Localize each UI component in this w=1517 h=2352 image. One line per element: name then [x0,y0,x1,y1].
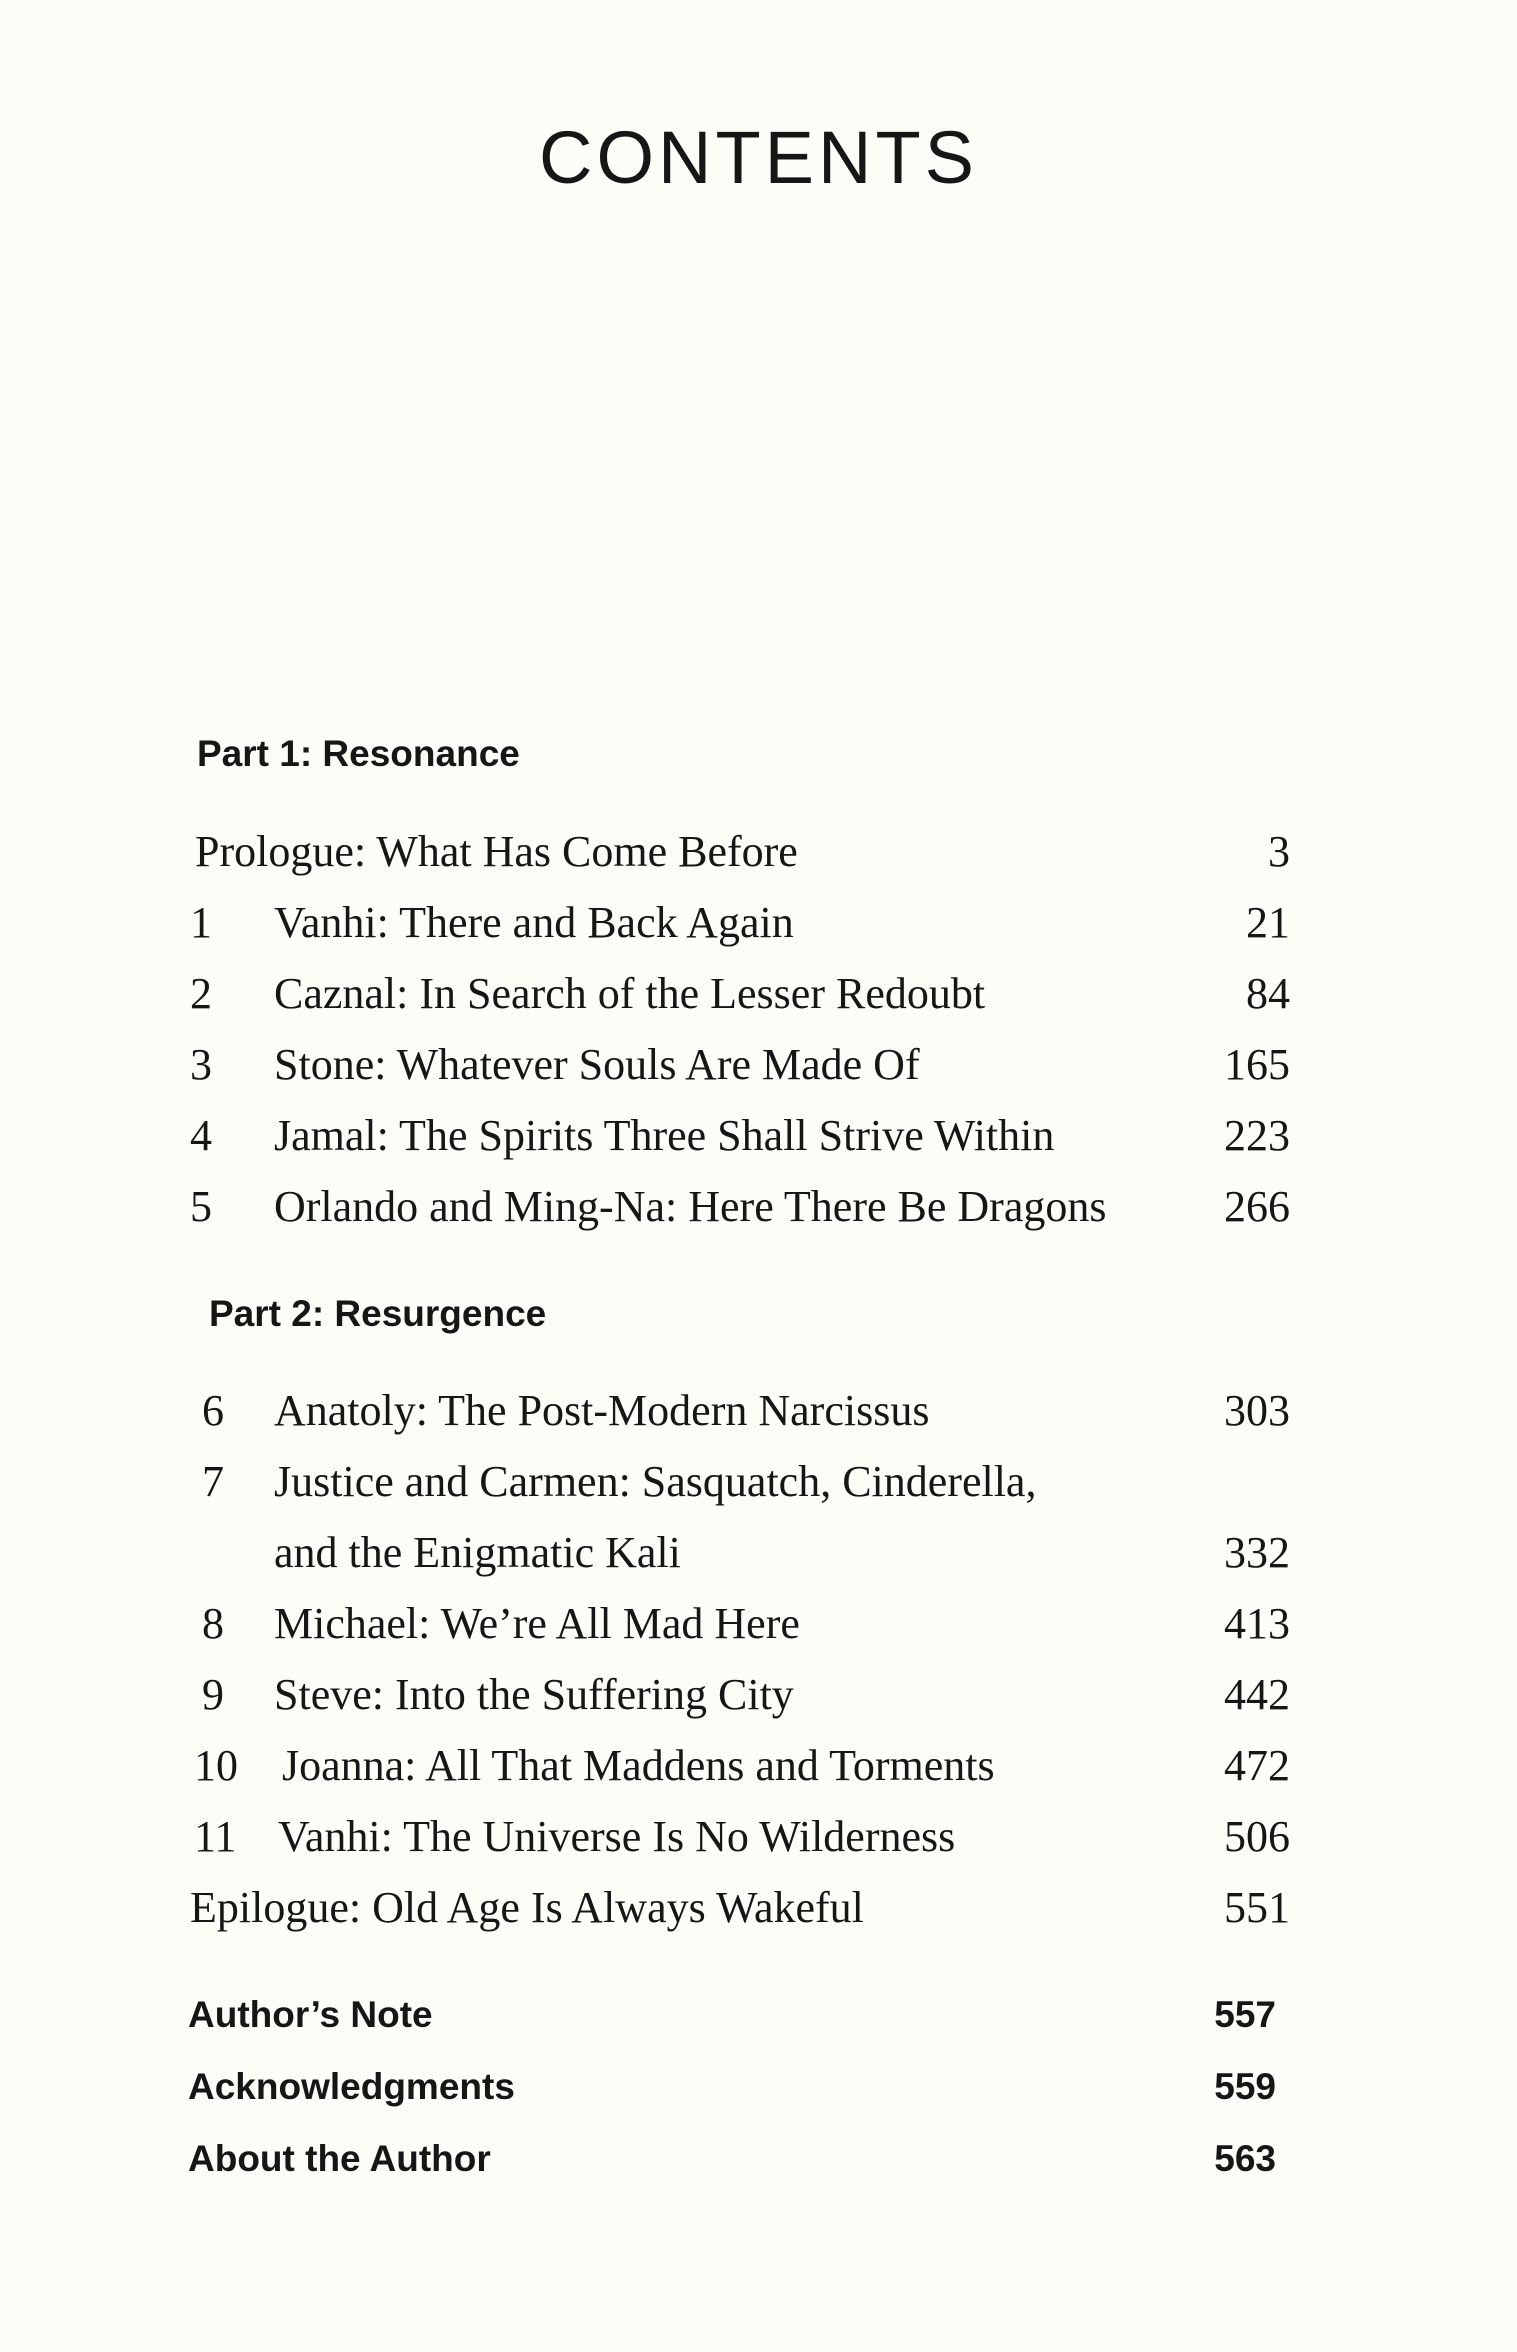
toc-entry-chapter-7[interactable] [190,1452,1290,1512]
chapter-title: Anatoly: The Post-Modern Narcissus [274,1386,930,1435]
chapter-title: Caznal: In Search of the Lesser Redoubt [274,969,986,1018]
page-number: 551 [1224,1883,1290,1932]
toc-entry-chapter-2[interactable] [190,964,1290,1024]
page-number: 506 [1224,1812,1290,1861]
page-number: 472 [1224,1741,1290,1790]
page-number: 442 [1224,1670,1290,1719]
toc-entry-chapter-10[interactable] [190,1736,1290,1796]
back-matter-label: Author’s Note [188,1994,433,2035]
page-number: 223 [1224,1111,1290,1160]
part-2-heading: Part 2: Resurgence [209,1293,547,1334]
page-number: 559 [1214,2066,1276,2107]
chapter-number: 7 [202,1457,224,1506]
page-number: 21 [1246,898,1290,947]
page-number: 332 [1224,1528,1290,1577]
toc-entry-chapter-11[interactable] [190,1807,1290,1867]
page-number: 413 [1224,1599,1290,1648]
chapter-number: 8 [202,1599,224,1648]
chapter-title: Epilogue: Old Age Is Always Wakeful [190,1883,864,1932]
toc-entry-epilogue[interactable] [190,1878,1290,1938]
toc-entry-chapter-4[interactable] [190,1106,1290,1166]
chapter-number: 11 [194,1812,237,1861]
toc-entry-chapter-3[interactable] [190,1035,1290,1095]
page-number: 3 [1268,827,1290,876]
chapter-number: 5 [190,1182,212,1231]
chapter-number: 4 [190,1111,212,1160]
chapter-title: Orlando and Ming-Na: Here There Be Dragons [274,1182,1107,1231]
page-number: 84 [1246,969,1290,1018]
chapter-number: 3 [190,1040,212,1089]
chapter-title: Steve: Into the Suffering City [274,1670,794,1719]
toc-entry-chapter-1[interactable] [190,893,1290,953]
toc-entry-authors-note[interactable] [188,1987,1276,2043]
chapter-title: Prologue: What Has Come Before [195,827,798,876]
chapter-title: Jamal: The Spirits Three Shall Strive Within [274,1111,1055,1160]
back-matter-label: Acknowledgments [188,2066,515,2107]
chapter-number: 9 [202,1670,224,1719]
chapter-title: and the Enigmatic Kali [274,1528,681,1577]
page-number: 563 [1214,2138,1276,2179]
toc-entry-chapter-9[interactable] [190,1665,1290,1725]
chapter-number: 2 [190,969,212,1018]
page-number: 266 [1224,1182,1290,1231]
toc-entry-chapter-6[interactable] [190,1381,1290,1441]
toc-entry-prologue[interactable] [190,822,1290,882]
page-number: 303 [1224,1386,1290,1435]
chapter-title: Michael: We’re All Mad Here [274,1599,800,1648]
toc-entry-about-the-author[interactable] [188,2131,1276,2187]
chapter-title: Justice and Carmen: Sasquatch, Cinderella, [274,1457,1037,1506]
chapter-number: 6 [202,1386,224,1435]
part-1-heading: Part 1: Resonance [197,733,520,774]
toc-entry-chapter-8[interactable] [190,1594,1290,1654]
chapter-title: Stone: Whatever Souls Are Made Of [274,1040,920,1089]
toc-entry-chapter-7-continued[interactable] [190,1523,1290,1583]
page-number: 165 [1224,1040,1290,1089]
chapter-number: 10 [194,1741,238,1790]
chapter-title: Vanhi: There and Back Again [274,898,794,947]
chapter-title: Joanna: All That Maddens and Torments [282,1741,995,1790]
page-number: 557 [1214,1994,1276,2035]
toc-entry-chapter-5[interactable] [190,1177,1290,1237]
back-matter-label: About the Author [188,2138,491,2179]
chapter-title: Vanhi: The Universe Is No Wilderness [278,1812,956,1861]
toc-entry-acknowledgments[interactable] [188,2059,1276,2115]
page-title: CONTENTS [539,116,978,199]
chapter-number: 1 [190,898,212,947]
